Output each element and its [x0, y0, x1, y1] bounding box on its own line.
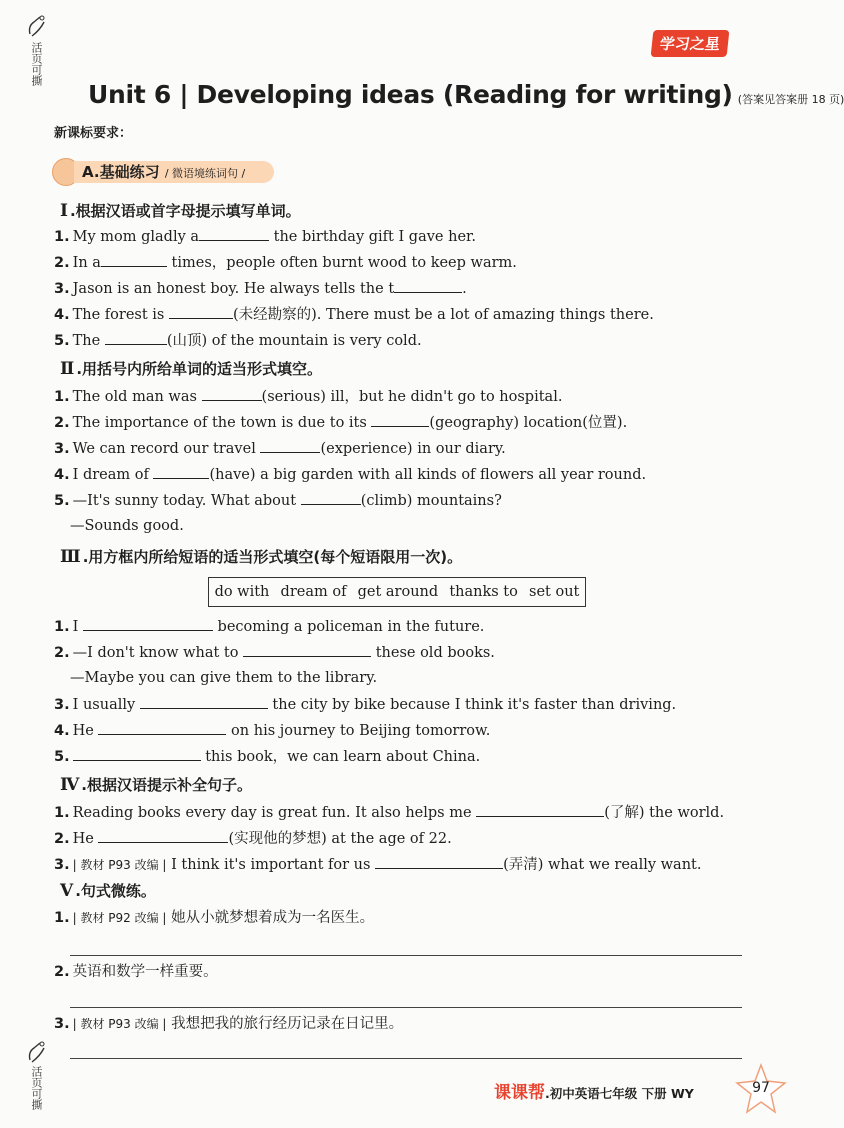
answer-blank[interactable] — [98, 720, 226, 735]
answer-blank[interactable] — [153, 464, 209, 479]
textbook-tag: | 教材 P93 改编 | — [72, 858, 167, 872]
answer-blank[interactable] — [105, 330, 167, 345]
phrase-option: dream of — [280, 584, 347, 600]
part1-item: 4. The forest is (未经勘察的). There must be a lot of amazing things there. — [54, 304, 654, 325]
part5-item: 3. | 教材 P93 改编 | 我想把我的旅行经历记录在日记里。 — [54, 1016, 404, 1032]
footer-brand: 课课帮.初中英语七年级 下册 WY — [494, 1083, 694, 1103]
part2-heading: Ⅱ .用括号内所给单词的适当形式填空。 — [60, 359, 323, 379]
part3-heading: Ⅲ .用方框内所给短语的适当形式填空(每个短语限用一次)。 — [60, 547, 463, 567]
phrase-option: do with — [214, 584, 270, 600]
tear-off-tab-bottom: 活页可撕 — [30, 1066, 43, 1110]
answer-blank[interactable] — [371, 412, 429, 427]
page-number: 97 — [752, 1080, 770, 1096]
part2-item: 1. The old man was (serious) ill，but he didn't go to hospital. — [54, 386, 562, 407]
part4-item: 1. Reading books every day is great fun. It also helps me (了解) the world. — [54, 802, 724, 823]
page-title: Unit 6 | Developing ideas (Reading for writing) (答案见答案册 18 页) — [88, 80, 844, 109]
answer-blank[interactable] — [83, 616, 213, 631]
part4-item: 3. | 教材 P93 改编 | I think it's important for us (弄清) what we really want. — [54, 854, 701, 875]
tear-off-tab-top: 活页可撕 — [30, 42, 43, 86]
part3-reply: —Maybe you can give them to the library. — [70, 670, 378, 686]
answer-blank[interactable] — [375, 854, 503, 869]
part4-heading: Ⅳ .根据汉语提示补全句子。 — [60, 775, 252, 795]
phrase-option: get around — [357, 584, 439, 600]
part2-item: 2. The importance of the town is due to its (geography) location(位置). — [54, 412, 627, 433]
brand-badge: 学习之星 — [651, 30, 730, 57]
answer-blank[interactable] — [199, 226, 269, 241]
part5-heading: Ⅴ .句式微练。 — [60, 881, 156, 901]
curriculum-requirement: 新课标要求： — [54, 126, 133, 141]
part3-item: 5. this book，we can learn about China. — [54, 746, 480, 767]
part5-item: 2. 英语和数学一样重要。 — [54, 964, 218, 980]
answer-blank[interactable] — [202, 386, 262, 401]
page-number-star — [734, 1062, 788, 1116]
answer-line[interactable] — [70, 955, 742, 956]
part1-item: 5. The (山顶) of the mountain is very cold. — [54, 330, 422, 351]
part1-heading: Ⅰ .根据汉语或首字母提示填写单词。 — [60, 201, 301, 221]
answer-blank[interactable] — [98, 828, 228, 843]
section-a-header: A.基础练习 / 微语境练词句 / — [52, 158, 282, 186]
answer-blank[interactable] — [169, 304, 233, 319]
part3-item: 1. I becoming a policeman in the future. — [54, 616, 484, 637]
part2-reply: —Sounds good. — [70, 518, 184, 534]
answer-blank[interactable] — [394, 278, 462, 293]
answer-blank[interactable] — [101, 252, 167, 267]
part1-item: 2. In a times，people often burnt wood to keep warm. — [54, 252, 517, 273]
part4-item: 2. He (实现他的梦想) at the age of 22. — [54, 828, 452, 849]
textbook-tag: | 教材 P93 改编 | — [72, 1017, 167, 1031]
answer-blank[interactable] — [73, 746, 201, 761]
phrase-box — [208, 577, 586, 607]
part2-item: 5. —It's sunny today. What about (climb) mountains? — [54, 490, 502, 511]
answer-line[interactable] — [70, 1058, 742, 1059]
part1-item: 3. Jason is an honest boy. He always tells the t . — [54, 278, 467, 299]
part1-item: 1. My mom gladly a the birthday gift I gave her. — [54, 226, 476, 247]
answer-blank[interactable] — [301, 490, 361, 505]
scissors-icon — [26, 14, 48, 42]
answer-blank[interactable] — [243, 642, 371, 657]
answer-line[interactable] — [70, 1007, 742, 1008]
answer-blank[interactable] — [260, 438, 320, 453]
scissors-icon — [26, 1040, 48, 1068]
phrase-option: thanks to — [449, 584, 518, 600]
part3-item: 2. —I don't know what to these old books. — [54, 642, 495, 663]
textbook-tag: | 教材 P92 改编 | — [72, 911, 167, 925]
part3-item: 4. He on his journey to Beijing tomorrow. — [54, 720, 490, 741]
part3-item: 3. I usually the city by bike because I think it's faster than driving. — [54, 694, 676, 715]
phrase-option: set out — [529, 584, 580, 600]
part2-item: 3. We can record our travel (experience) in our diary. — [54, 438, 506, 459]
answer-blank[interactable] — [476, 802, 604, 817]
part2-item: 4. I dream of (have) a big garden with all kinds of flowers all year round. — [54, 464, 646, 485]
part5-item: 1. | 教材 P92 改编 | 她从小就梦想着成为一名医生。 — [54, 910, 375, 926]
answer-blank[interactable] — [140, 694, 268, 709]
